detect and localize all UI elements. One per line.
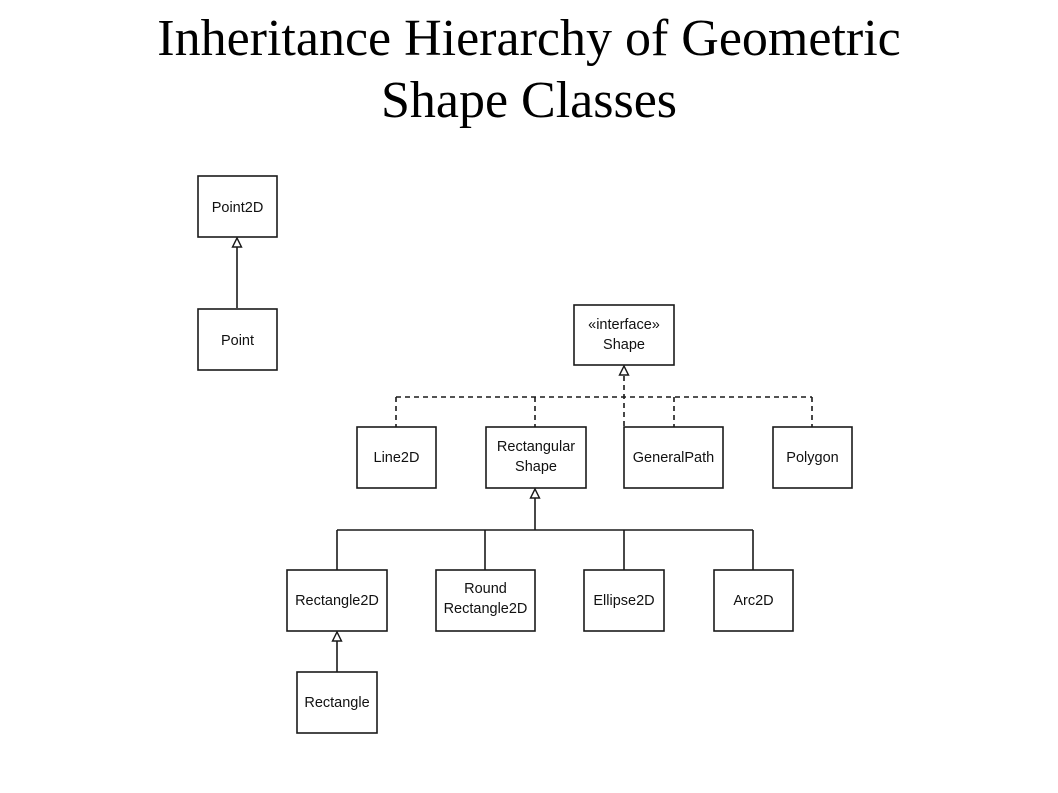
class-general-path (624, 427, 723, 488)
class-arc2d (714, 570, 793, 631)
title-line-2: Shape Classes (380, 72, 678, 129)
class-round-rectangle2d-label-1: Round (464, 581, 507, 597)
class-ellipse2d-label: Ellipse2D (593, 593, 655, 609)
class-rectangle2d (287, 570, 387, 631)
class-rectangular-shape-label-1: Rectangular (496, 439, 576, 455)
edge-extends-rectangular-shape (337, 489, 753, 570)
class-rectangular-shape (486, 427, 586, 488)
class-rectangle (297, 672, 377, 733)
class-rectangular-shape-label-2: Shape (515, 459, 557, 475)
class-point-label: Point (220, 333, 255, 349)
class-general-path-label: GeneralPath (632, 450, 715, 466)
class-point2d (198, 176, 277, 237)
class-round-rectangle2d-label-2: Rectangle2D (443, 601, 528, 617)
edge-rectangle-to-rectangle2d (333, 632, 342, 672)
class-polygon (773, 427, 852, 488)
class-arc2d-label: Arc2D (733, 593, 774, 609)
class-polygon-label: Polygon (786, 450, 839, 466)
edge-point-to-point2d (233, 238, 242, 308)
class-shape-stereotype: «interface» (588, 317, 660, 333)
class-line2d (357, 427, 436, 488)
class-round-rectangle2d (436, 570, 535, 631)
edge-implements-shape (396, 366, 812, 427)
class-shape (574, 305, 674, 365)
class-line2d-label: Line2D (373, 450, 420, 466)
title-line-1: Inheritance Hierarchy of Geometric (157, 10, 901, 67)
class-rectangle2d-label: Rectangle2D (295, 593, 379, 609)
class-ellipse2d (584, 570, 664, 631)
class-point (198, 309, 277, 370)
class-point2d-label: Point2D (211, 200, 264, 216)
class-shape-label: Shape (603, 337, 645, 353)
class-rectangle-label: Rectangle (304, 695, 370, 711)
